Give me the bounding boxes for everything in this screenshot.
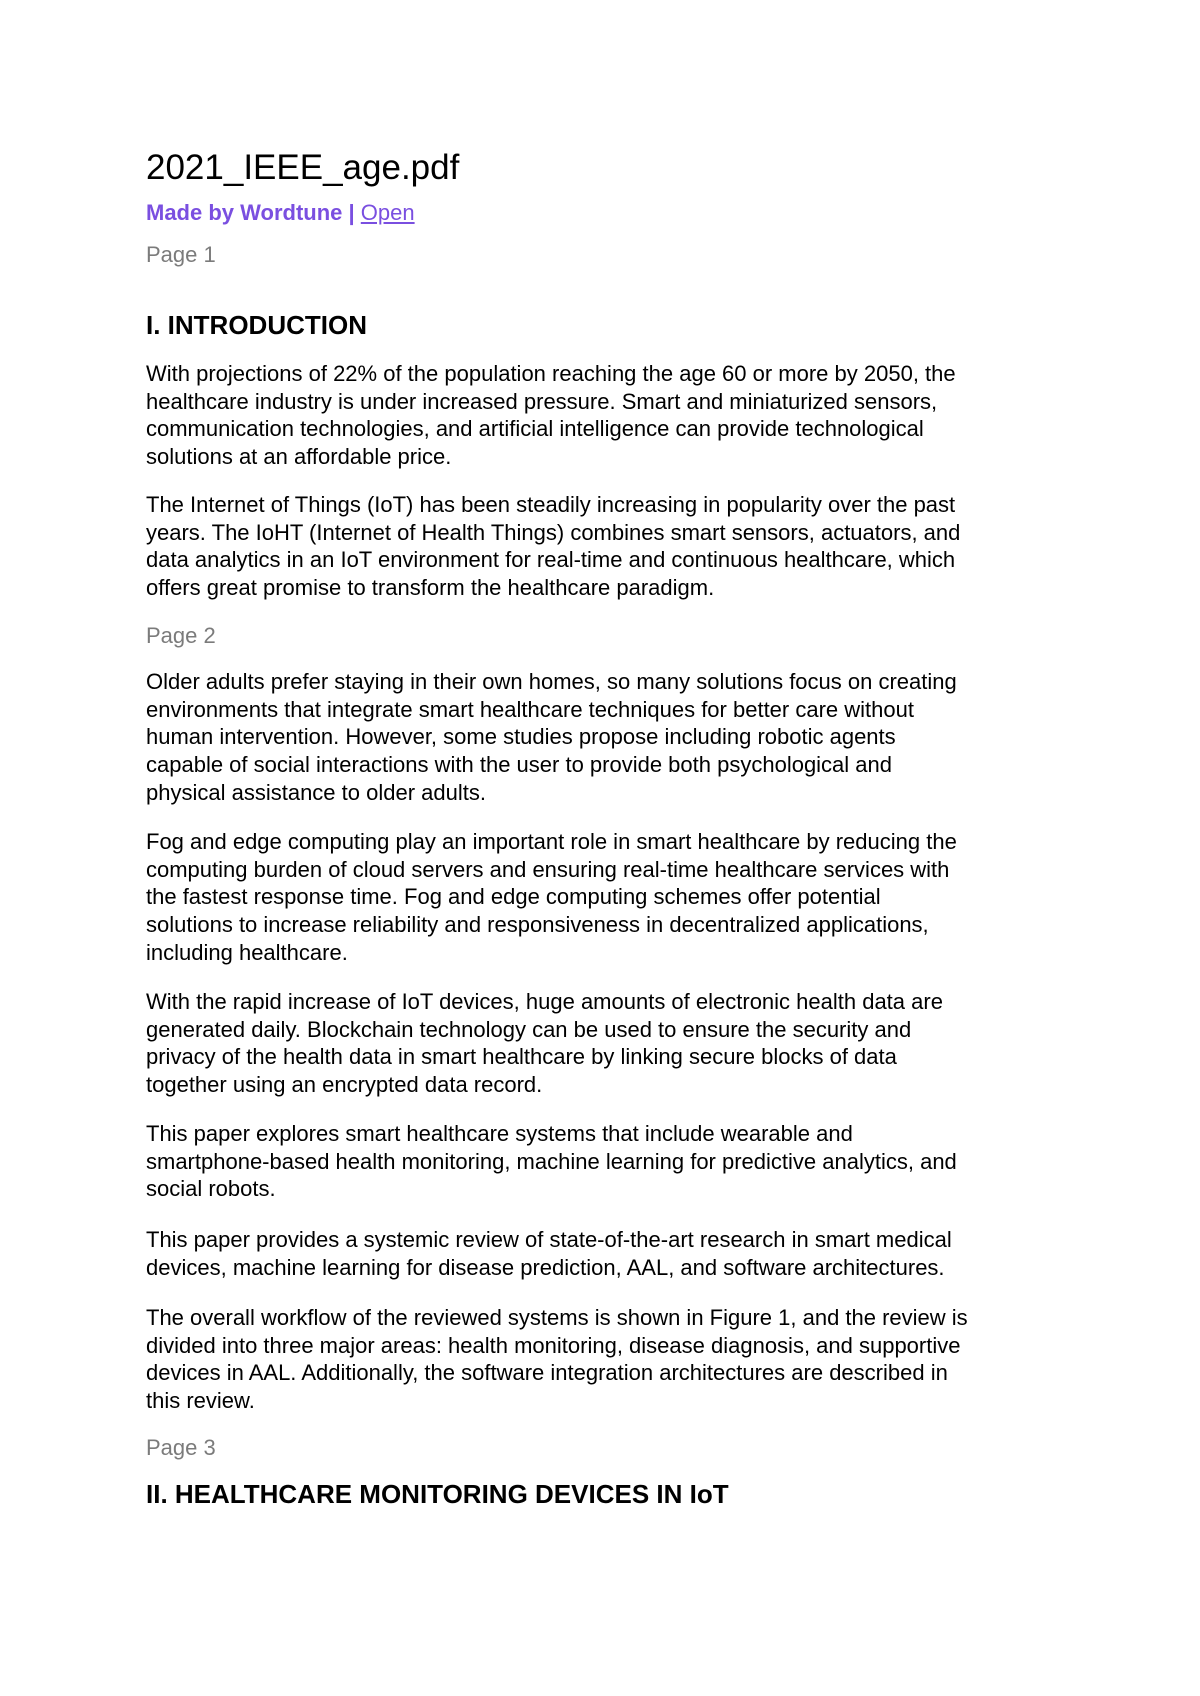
paragraph-line: years. The IoHT (Internet of Health Things) combines smart sensors, actuators, and [146, 519, 961, 545]
paragraph-line: human intervention. However, some studies propose including robotic agents [146, 724, 896, 750]
paragraph [146, 1120, 1076, 1203]
paragraph-line: This paper explores smart healthcare systems that include wearable and [146, 1121, 853, 1146]
paragraph [146, 1226, 1076, 1281]
paragraph [146, 828, 1076, 967]
paragraph-line: this review. [146, 1388, 255, 1414]
byline [146, 199, 415, 227]
paragraph-line: Fog and edge computing play an important role in smart healthcare by reducing the [146, 829, 957, 854]
paragraph-line: together using an encrypted data record. [146, 1072, 543, 1098]
paragraph [146, 491, 1076, 602]
paragraph-line: physical assistance to older adults. [146, 779, 486, 805]
paragraph-line: environments that integrate smart healthcare techniques for better care without [146, 696, 914, 722]
paragraph [146, 1304, 1076, 1415]
paragraph-line: solutions to increase reliability and responsiveness in decentralized applications, [146, 912, 929, 938]
paragraph-line: the fastest response time. Fog and edge computing schemes offer potential [146, 884, 881, 910]
page-label-1: Page 1 [146, 242, 216, 267]
paragraph-line: offers great promise to transform the healthcare paradigm. [146, 575, 715, 601]
paragraph-line: With projections of 22% of the population reaching the age 60 or more by 2050, the [146, 361, 956, 386]
paragraph-line: Older adults prefer staying in their own homes, so many solutions focus on creating [146, 669, 957, 694]
document-title: 2021_IEEE_age.pdf [146, 148, 460, 187]
paragraph-line: communication technologies, and artificial intelligence can provide technological [146, 416, 924, 442]
paragraph [146, 668, 1076, 807]
paragraph-line: capable of social interactions with the user to provide both psychological and [146, 752, 893, 778]
paragraph-line: divided into three major areas: health monitoring, disease diagnosis, and supportive [146, 1332, 961, 1358]
paragraph-line: privacy of the health data in smart healthcare by linking secure blocks of data [146, 1044, 897, 1070]
page-label-2: Page 2 [146, 623, 216, 648]
paragraph [146, 360, 1076, 471]
paragraph-line: With the rapid increase of IoT devices, huge amounts of electronic health data are [146, 989, 943, 1014]
paragraph-line: including healthcare. [146, 939, 348, 965]
page-label-3: Page 3 [146, 1435, 216, 1460]
paragraph-line: smartphone-based health monitoring, machine learning for predictive analytics, and [146, 1148, 957, 1174]
open-link[interactable]: Open [360, 200, 415, 225]
paragraph-line: computing burden of cloud servers and ensuring real-time healthcare services with [146, 856, 950, 882]
paragraph-line: The overall workflow of the reviewed systems is shown in Figure 1, and the review is [146, 1305, 968, 1330]
section-heading-healthcare-monitoring: II. HEALTHCARE MONITORING DEVICES IN IoT [146, 1479, 729, 1509]
section-heading-introduction: I. INTRODUCTION [146, 310, 367, 340]
paragraph-line: generated daily. Blockchain technology can be used to ensure the security and [146, 1016, 912, 1042]
paragraph-line: devices in AAL. Additionally, the software integration architectures are described in [146, 1360, 948, 1386]
paragraph-line: social robots. [146, 1176, 276, 1202]
paragraph [146, 988, 1076, 1099]
paragraph-line: healthcare industry is under increased pressure. Smart and miniaturized sensors, [146, 388, 938, 414]
paragraph-line: This paper provides a systemic review of state-of-the-art research in smart medical [146, 1227, 952, 1252]
paragraph-line: data analytics in an IoT environment for real-time and continuous healthcare, which [146, 547, 956, 573]
paragraph-line: solutions at an affordable price. [146, 444, 452, 470]
paragraph-line: The Internet of Things (IoT) has been steadily increasing in popularity over the past [146, 492, 956, 517]
paragraph-line: devices, machine learning for disease prediction, AAL, and software architectures. [146, 1254, 945, 1280]
made-by-label: Made by Wordtune | [146, 200, 355, 225]
